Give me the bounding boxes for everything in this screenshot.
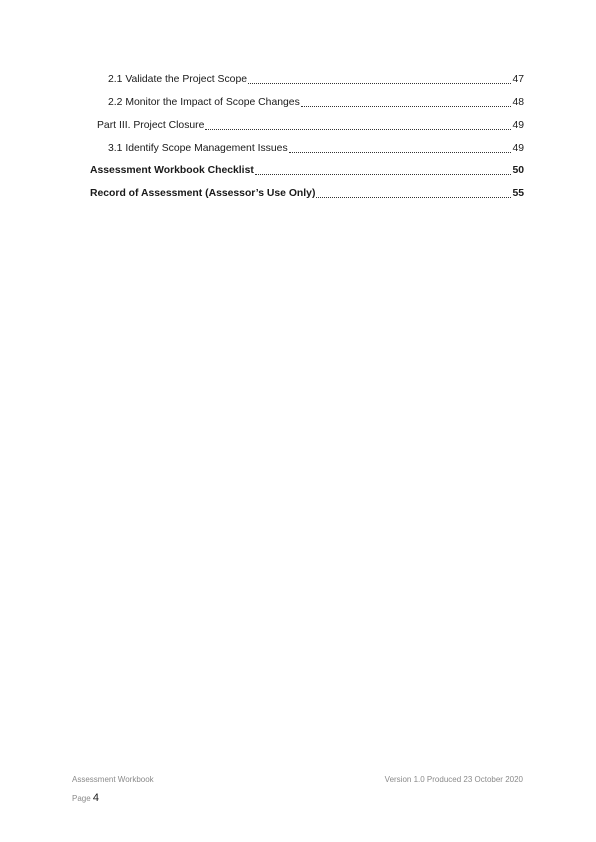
dot-leader bbox=[316, 187, 511, 198]
toc-entry-page: 55 bbox=[512, 188, 524, 199]
dot-leader bbox=[289, 142, 512, 153]
toc-entry-page: 47 bbox=[512, 74, 524, 85]
toc-entry-record-of-assessment[interactable] bbox=[90, 186, 524, 200]
toc-entry-monitor-scope-changes[interactable] bbox=[108, 95, 524, 109]
toc-entry-validate-scope[interactable] bbox=[108, 72, 524, 86]
page-number bbox=[72, 792, 99, 804]
dot-leader bbox=[255, 164, 512, 175]
toc-entry-workbook-checklist[interactable] bbox=[90, 163, 524, 177]
toc-entry-page: 48 bbox=[512, 97, 524, 108]
toc-entry-label: Part III. Project Closure bbox=[97, 120, 205, 131]
toc-entry-page: 50 bbox=[512, 165, 524, 176]
dot-leader bbox=[205, 119, 511, 130]
toc-entry-label: 3.1 Identify Scope Management Issues bbox=[108, 143, 288, 154]
page-number-prefix: Page bbox=[72, 794, 91, 803]
footer-document-title: Assessment Workbook bbox=[72, 775, 154, 784]
toc-entry-page: 49 bbox=[512, 143, 524, 154]
toc-entry-label: 2.1 Validate the Project Scope bbox=[108, 74, 248, 85]
dot-leader bbox=[248, 73, 511, 84]
toc-entry-page: 49 bbox=[512, 120, 524, 131]
dot-leader bbox=[301, 96, 512, 107]
footer-version: Version 1.0 Produced 23 October 2020 bbox=[384, 775, 523, 784]
toc-entry-label: Assessment Workbook Checklist bbox=[90, 165, 254, 176]
toc-entry-label: 2.2 Monitor the Impact of Scope Changes bbox=[108, 97, 300, 108]
toc-entry-scope-management-issues[interactable] bbox=[108, 141, 524, 155]
page-number-value: 4 bbox=[92, 792, 100, 804]
toc-entry-label: Record of Assessment (Assessor’s Use Only) bbox=[90, 188, 316, 199]
toc-entry-project-closure[interactable] bbox=[97, 118, 524, 132]
